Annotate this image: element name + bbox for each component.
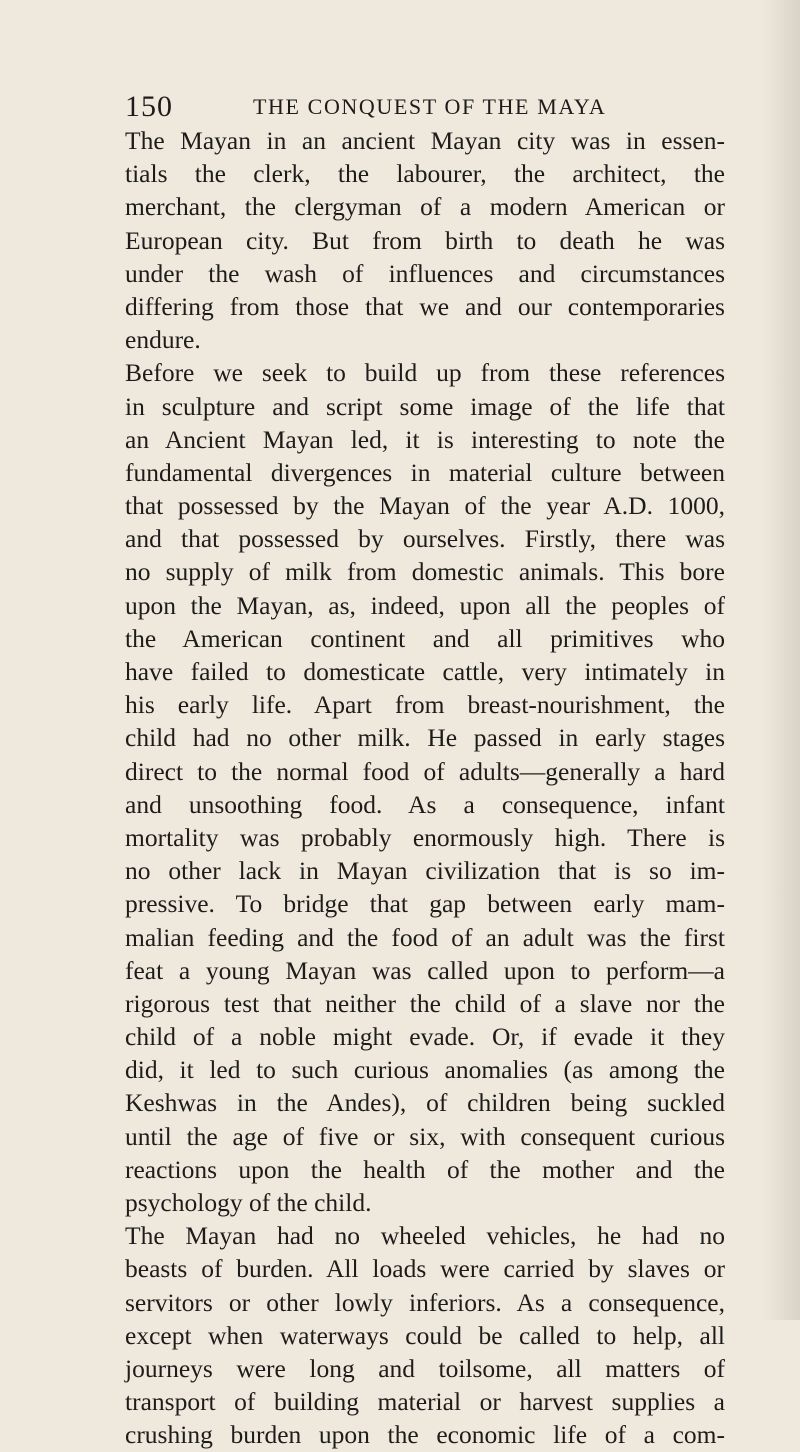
text-line: child of a noble might evade. Or, if evade it they xyxy=(125,1022,725,1052)
text-line: no other lack in Mayan civilization that is so im- xyxy=(125,856,725,886)
text-line: the American continent and all primitives who xyxy=(125,623,725,653)
text-line: merchant, the clergyman of a modern American or xyxy=(125,192,725,222)
text-line: pressive. To bridge that gap between early mam- xyxy=(125,889,725,919)
text-line: except when waterways could be called to help, all xyxy=(125,1320,725,1350)
text-line: feat a young Mayan was called upon to perform—a xyxy=(125,955,725,985)
text-line: crushing burden upon the economic life of a com- xyxy=(125,1420,725,1450)
text-line: European city. But from birth to death he was xyxy=(125,225,725,255)
page-number: 150 xyxy=(125,90,173,123)
page-edge-shadow xyxy=(762,0,800,1320)
text-line: mortality was probably enormously high. There is xyxy=(125,822,725,852)
text-line: did, it led to such curious anomalies (as among the xyxy=(125,1055,725,1085)
paragraph-end-line: endure. xyxy=(125,325,201,355)
text-line: and that possessed by ourselves. Firstly, there was xyxy=(125,524,725,554)
text-line: fundamental divergences in material culture between xyxy=(125,457,725,487)
text-line: an Ancient Mayan led, it is interesting to note the xyxy=(125,424,725,454)
text-line: tials the clerk, the labourer, the architect, the xyxy=(125,159,725,189)
body-text xyxy=(125,124,725,1452)
text-line: rigorous test that neither the child of a slave nor the xyxy=(125,988,725,1018)
text-line: The Mayan had no wheeled vehicles, he had no xyxy=(125,1221,725,1251)
text-line: The Mayan in an ancient Mayan city was in essen- xyxy=(125,126,725,155)
text-line: his early life. Apart from breast-nourishment, the xyxy=(125,690,725,720)
text-line: servitors or other lowly inferiors. As a consequence, xyxy=(125,1287,725,1317)
text-line: journeys were long and toilsome, all matters of xyxy=(125,1353,725,1383)
text-line: and unsoothing food. As a consequence, infant xyxy=(125,789,725,819)
text-line: reactions upon the health of the mother and the xyxy=(125,1154,725,1184)
text-line: child had no other milk. He passed in early stages xyxy=(125,723,725,753)
text-line: that possessed by the Mayan of the year A.D. 1000, xyxy=(125,491,725,521)
text-line: beasts of burden. All loads were carried by slaves or xyxy=(125,1254,725,1284)
text-line: Before we seek to build up from these references xyxy=(125,358,725,388)
text-line: upon the Mayan, as, indeed, upon all the peoples of xyxy=(125,590,725,620)
text-line: malian feeding and the food of an adult was the first xyxy=(125,922,725,952)
text-line: in sculpture and script some image of the life that xyxy=(125,391,725,421)
text-line: differing from those that we and our contemporaries xyxy=(125,291,725,321)
text-line: no supply of milk from domestic animals. This bore xyxy=(125,557,725,587)
text-line: direct to the normal food of adults—generally a hard xyxy=(125,756,725,786)
text-line: under the wash of influences and circumstances xyxy=(125,258,725,288)
text-line: until the age of five or six, with consequent curious xyxy=(125,1121,725,1151)
text-line: transport of building material or harvest supplies a xyxy=(125,1387,725,1417)
running-title: THE CONQUEST OF THE MAYA xyxy=(253,94,607,119)
text-line: Keshwas in the Andes), of children being suckled xyxy=(125,1088,725,1118)
paragraph-end-line: psychology of the child. xyxy=(125,1188,372,1217)
text-line: have failed to domesticate cattle, very intimately in xyxy=(125,657,725,686)
running-head xyxy=(125,90,725,126)
